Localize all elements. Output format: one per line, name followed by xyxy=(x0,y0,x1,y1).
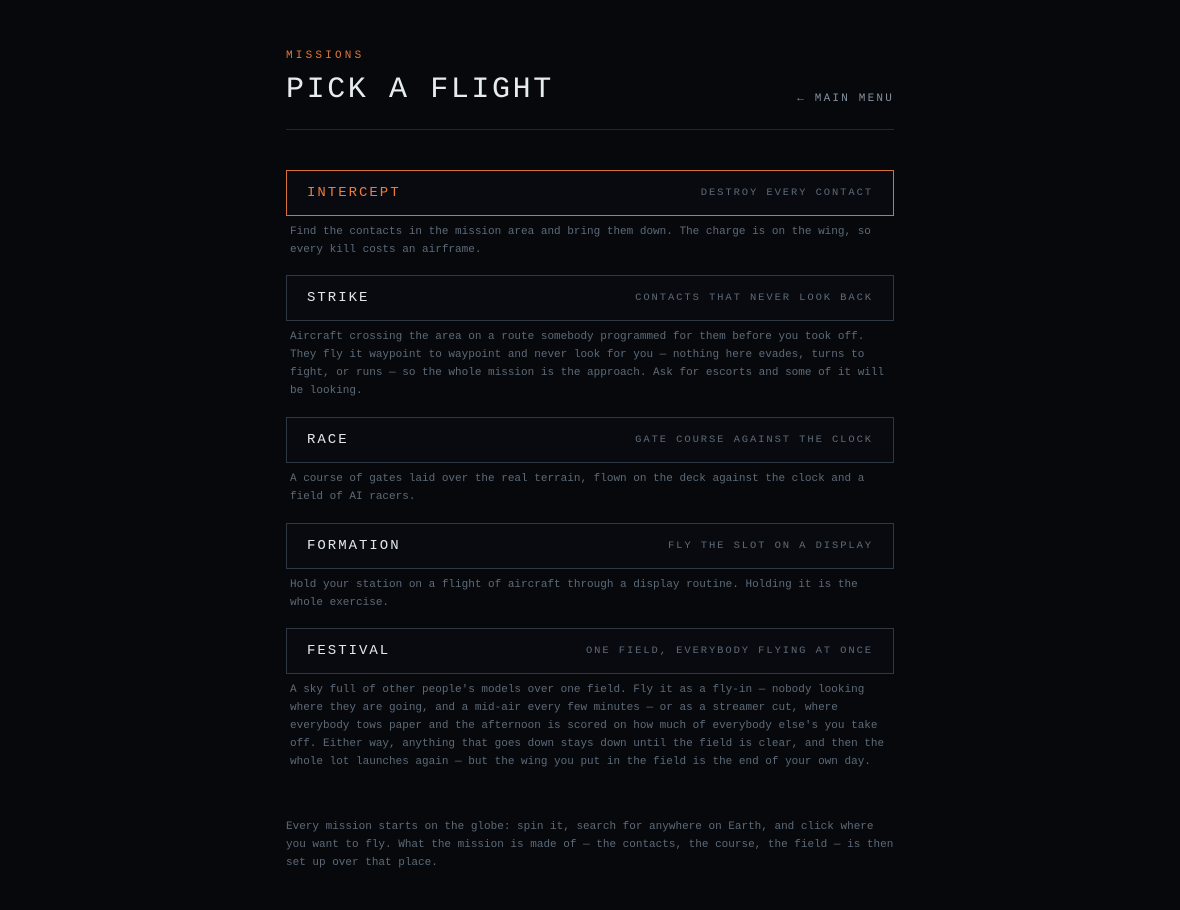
mission-formation xyxy=(286,523,894,612)
mission-description: Find the contacts in the mission area and bring them down. The charge is on the wing, so every kill costs an airframe. xyxy=(290,226,871,256)
mission-description: Hold your station on a flight of aircraft through a display routine. Holding it is the whole exercise. xyxy=(290,579,858,609)
mission-description: A course of gates laid over the real terrain, flown on the deck against the clock and a field of AI racers. xyxy=(290,473,865,503)
mission-festival xyxy=(286,628,894,771)
mission-tagline: FLY THE SLOT ON A DISPLAY xyxy=(667,540,873,552)
mission-tagline: GATE COURSE AGAINST THE CLOCK xyxy=(635,434,873,446)
globe-instructions: Every mission starts on the globe: spin it, search for anywhere on Earth, and click where you want to fly. What the mission is made of — the contacts, the course, the field — is then set up over that place. xyxy=(286,821,894,869)
mission-strike xyxy=(286,275,894,400)
section-eyebrow: MISSIONS xyxy=(286,50,365,62)
page-title: PICK A FLIGHT xyxy=(286,73,554,107)
mission-card-formation[interactable] xyxy=(286,523,894,569)
mission-card-race[interactable] xyxy=(286,417,894,463)
mission-name: INTERCEPT xyxy=(307,185,401,201)
mission-intercept xyxy=(286,170,894,259)
mission-card-strike[interactable] xyxy=(286,275,894,321)
mission-tagline: DESTROY EVERY CONTACT xyxy=(700,187,873,199)
mission-race xyxy=(286,417,894,506)
mission-description: Aircraft crossing the area on a route somebody programmed for them before you took off. They fly it waypoint to waypoint and never look for you — nothing here evades, turns to fight, or runs — so the whole mission is the approach. Ask for escorts and some of it will be looking. xyxy=(290,331,885,397)
mission-name: STRIKE xyxy=(307,290,370,306)
mission-name: FESTIVAL xyxy=(307,643,391,659)
main-menu-button[interactable]: ← MAIN MENU xyxy=(797,93,894,105)
mission-tagline: ONE FIELD, EVERYBODY FLYING AT ONCE xyxy=(585,645,873,657)
header-divider xyxy=(286,129,894,130)
mission-name: FORMATION xyxy=(307,538,401,554)
mission-name: RACE xyxy=(307,432,349,448)
mission-tagline: CONTACTS THAT NEVER LOOK BACK xyxy=(635,292,873,304)
mission-card-intercept[interactable] xyxy=(286,170,894,216)
mission-description: A sky full of other people's models over one field. Fly it as a fly-in — nobody looking where they are going, and a mid-air every few minutes — or as a streamer cut, where everybody tows paper and the afternoon is scored on how much of everybody else's you take off. Either way, anything that goes down stays down until the field is clear, and then the whole lot launches again — but the wing you put in the field is the end of your own day. xyxy=(290,684,885,768)
mission-card-festival[interactable] xyxy=(286,628,894,674)
